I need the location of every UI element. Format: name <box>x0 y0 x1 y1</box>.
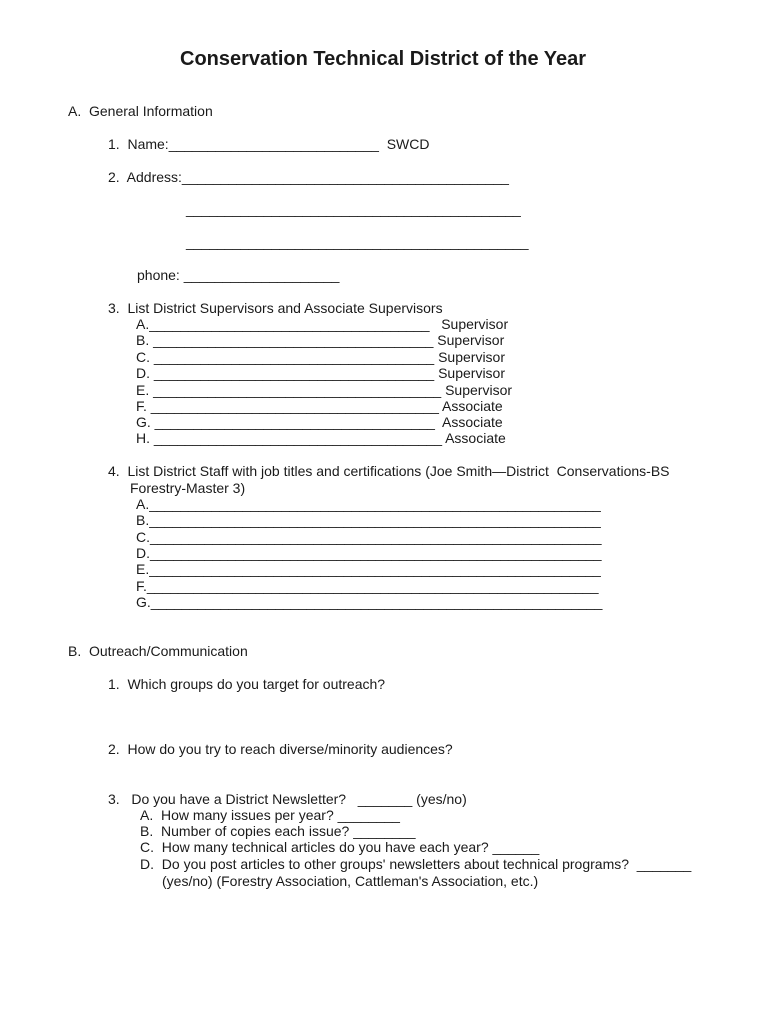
staff-line[interactable]: F.__________________________________________________________ <box>136 578 599 594</box>
staff-prompt: 4. List District Staff with job titles and certifications (Joe Smith—District Conservations-BS <box>108 463 670 479</box>
staff-prompt-cont: Forestry-Master 3) <box>130 480 246 496</box>
supervisor-line[interactable]: A.____________________________________ Supervisor <box>136 316 509 332</box>
newsletter-item[interactable]: D. Do you post articles to other groups' newsletters about technical programs? _______ <box>140 856 692 872</box>
address-field[interactable]: 2. Address:__________________________________________ <box>108 169 509 185</box>
supervisor-line[interactable]: E. _____________________________________ Supervisor <box>136 382 513 398</box>
address-line-3[interactable]: ____________________________________________ <box>186 234 529 250</box>
newsletter-question[interactable]: 3. Do you have a District Newsletter? _______ (yes/no) <box>108 791 467 807</box>
name-field[interactable]: 1. Name:___________________________ SWCD <box>108 136 430 152</box>
supervisor-line[interactable]: C. ____________________________________ Supervisor <box>136 349 505 365</box>
staff-line[interactable]: B.__________________________________________________________ <box>136 512 601 528</box>
page-title: Conservation Technical District of the Year <box>180 48 587 70</box>
associate-line[interactable]: G. ____________________________________ Associate <box>136 414 503 430</box>
associate-line[interactable]: H. _____________________________________ Associate <box>136 430 506 446</box>
newsletter-item[interactable]: B. Number of copies each issue? ________ <box>140 823 416 839</box>
staff-line[interactable]: C.__________________________________________________________ <box>136 529 602 545</box>
outreach-question: 1. Which groups do you target for outreach? <box>108 676 386 692</box>
supervisor-line[interactable]: B. ____________________________________ Supervisor <box>136 332 505 348</box>
section-a-heading: A. General Information <box>68 103 213 119</box>
associate-line[interactable]: F. _____________________________________ Associate <box>136 398 503 414</box>
staff-line[interactable]: A.__________________________________________________________ <box>136 496 601 512</box>
supervisors-prompt: 3. List District Supervisors and Associate Supervisors <box>108 300 443 316</box>
phone-field[interactable]: phone: ____________________ <box>137 267 340 283</box>
staff-line[interactable]: G.__________________________________________________________ <box>136 594 603 610</box>
newsletter-item[interactable]: C. How many technical articles do you have each year? ______ <box>140 839 540 855</box>
diversity-question: 2. How do you try to reach diverse/minority audiences? <box>108 741 453 757</box>
supervisor-line[interactable]: D. ____________________________________ Supervisor <box>136 365 505 381</box>
section-b-heading: B. Outreach/Communication <box>68 643 248 659</box>
staff-line[interactable]: D.__________________________________________________________ <box>136 545 602 561</box>
staff-line[interactable]: E.__________________________________________________________ <box>136 561 601 577</box>
newsletter-item[interactable]: A. How many issues per year? ________ <box>140 807 400 823</box>
address-line-2[interactable]: ___________________________________________ <box>186 201 521 217</box>
newsletter-item-cont: (yes/no) (Forestry Association, Cattleman's Association, etc.) <box>162 873 539 889</box>
